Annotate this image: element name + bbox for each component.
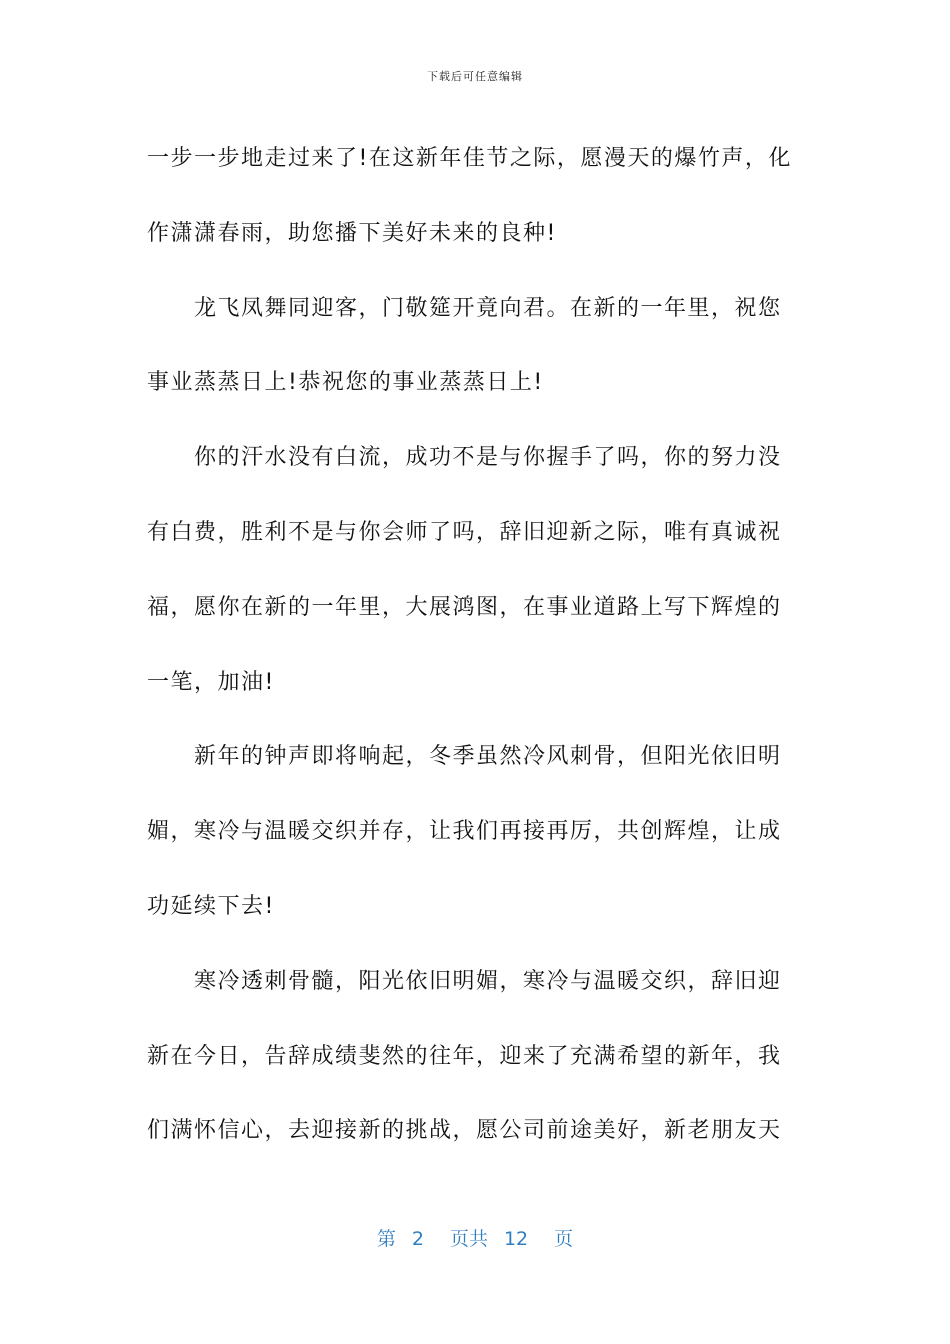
text-line: 作潇潇春雨，助您播下美好未来的良种! (147, 220, 557, 246)
page-prefix: 第 (376, 1228, 396, 1250)
page-footer (0, 1224, 950, 1251)
text-line: 事业蒸蒸日上!恭祝您的事业蒸蒸日上! (147, 370, 544, 396)
text-line: 有白费，胜利不是与你会师了吗，辞旧迎新之际，唯有真诚祝 (147, 519, 782, 545)
text-line: 一笔，加油! (147, 669, 275, 695)
text-line: 功延续下去! (147, 893, 275, 919)
page-suffix: 页 (554, 1228, 574, 1250)
text-line: 新在今日，告辞成绩斐然的往年，迎来了充满希望的新年，我 (147, 1043, 782, 1069)
text-line: 新年的钟声即将响起，冬季虽然冷风刺骨，但阳光依旧明 (194, 744, 782, 770)
text-line: 你的汗水没有白流，成功不是与你握手了吗，你的努力没 (194, 445, 782, 471)
download-note: 下载后可任意编辑 (427, 70, 523, 83)
text-line: 龙飞凤舞同迎客，门敬筵开竟向君。在新的一年里，祝您 (194, 295, 782, 321)
text-line: 一步一步地走过来了!在这新年佳节之际，愿漫天的爆竹声，化 (147, 146, 792, 171)
text-line: 媚，寒冷与温暖交织并存，让我们再接再厉，共创辉煌，让成 (147, 819, 782, 845)
page-number: 2 (411, 1228, 424, 1250)
document-body (147, 122, 807, 1169)
text-line: 们满怀信心，去迎接新的挑战，愿公司前途美好，新老朋友天 (147, 1118, 782, 1144)
text-line: 寒冷透刺骨髓，阳光依旧明媚，寒冷与温暖交织，辞旧迎 (194, 968, 782, 994)
text-line: 福，愿你在新的一年里，大展鸿图，在事业道路上写下辉煌的 (147, 594, 782, 620)
page-total: 12 (503, 1228, 529, 1250)
page-middle: 页共 (449, 1228, 488, 1250)
